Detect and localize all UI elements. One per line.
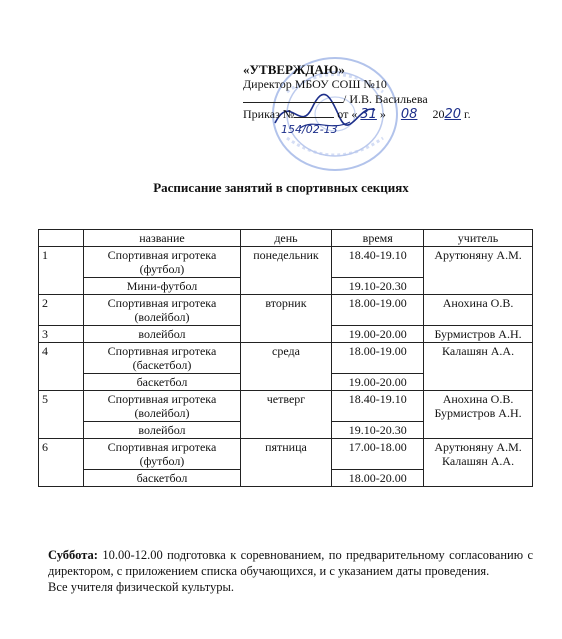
header-time: время	[332, 230, 424, 247]
approval-block	[243, 62, 543, 137]
table-row	[39, 439, 533, 470]
row-number: 6	[39, 439, 84, 487]
director-name: / И.В. Васильева	[343, 92, 428, 106]
footer-note	[48, 547, 533, 595]
order-month: 08	[400, 107, 418, 122]
order-year-unit: г.	[464, 107, 471, 121]
row-number: 5	[39, 391, 84, 439]
section-time: 19.00-20.00	[332, 326, 424, 343]
row-number: 1	[39, 247, 84, 295]
section-name: Спортивная игротека (баскетбол)	[84, 343, 240, 374]
header-number	[39, 230, 84, 247]
section-day: четверг	[240, 391, 332, 439]
approval-position: Директор МБОУ СОШ №10	[243, 77, 387, 91]
row-number: 4	[39, 343, 84, 391]
section-time: 17.00-18.00	[332, 439, 424, 470]
row-number: 3	[39, 326, 84, 343]
order-number: 154/02-13	[281, 123, 338, 136]
saturday-text: 10.00-12.00 подготовка к соревнованием, по предварительному согласованию с директором, с приложением списка обучающихся, и с указанием даты проведения.	[48, 548, 533, 578]
section-day: пятница	[240, 439, 332, 487]
section-name: Мини-футбол	[84, 278, 240, 295]
section-time: 18.00-19.00	[332, 295, 424, 326]
teachers-note: Все учителя физической культуры.	[48, 580, 235, 594]
header-teacher: учитель	[424, 230, 533, 247]
section-teacher: Калашян А.А.	[424, 343, 533, 391]
section-time: 19.10-20.30	[332, 422, 424, 439]
table-row	[39, 343, 533, 374]
order-from-label: от «	[337, 107, 358, 121]
section-name: волейбол	[84, 326, 240, 343]
order-prefix: Приказ №	[243, 107, 295, 121]
section-teacher: Арутюняну А.М.	[424, 247, 533, 295]
section-time: 18.00-19.00	[332, 343, 424, 374]
section-day: среда	[240, 343, 332, 391]
approval-heading: «УТВЕРЖДАЮ»	[243, 62, 345, 77]
table-header-row	[39, 230, 533, 247]
section-day: понедельник	[240, 247, 332, 295]
section-day: вторник	[240, 295, 332, 343]
section-name: Спортивная игротека (футбол)	[84, 247, 240, 278]
section-teacher: Бурмистров А.Н.	[424, 326, 533, 343]
section-name: баскетбол	[84, 470, 240, 487]
table-row	[39, 391, 533, 422]
schedule-table	[38, 229, 533, 487]
approval-order-line: Приказ № от « 31 » 08 2020 г.	[243, 107, 471, 122]
section-teacher: Анохина О.В. Бурмистров А.Н.	[424, 391, 533, 439]
section-time: 19.00-20.00	[332, 374, 424, 391]
header-day: день	[240, 230, 332, 247]
saturday-label: Суббота:	[48, 548, 98, 562]
row-number: 2	[39, 295, 84, 326]
table-row	[39, 247, 533, 278]
table-row	[39, 295, 533, 326]
section-name: Спортивная игротека (футбол)	[84, 439, 240, 470]
section-name: баскетбол	[84, 374, 240, 391]
section-name: волейбол	[84, 422, 240, 439]
order-year-prefix: 20	[432, 107, 445, 121]
approval-name-line	[243, 92, 543, 107]
section-name: Спортивная игротека (волейбол)	[84, 391, 240, 422]
section-name: Спортивная игротека (волейбол)	[84, 295, 240, 326]
page-title: Расписание занятий в спортивных секциях	[153, 180, 409, 195]
section-teacher: Анохина О.В.	[424, 295, 533, 326]
order-year-suffix: 20	[444, 107, 461, 122]
order-day: 31	[360, 107, 377, 122]
section-time: 18.40-19.10	[332, 391, 424, 422]
section-time: 18.00-20.00	[332, 470, 424, 487]
section-time: 19.10-20.30	[332, 278, 424, 295]
header-name: название	[84, 230, 240, 247]
section-teacher: Арутюняну А.М. Калашян А.А.	[424, 439, 533, 487]
section-time: 18.40-19.10	[332, 247, 424, 278]
